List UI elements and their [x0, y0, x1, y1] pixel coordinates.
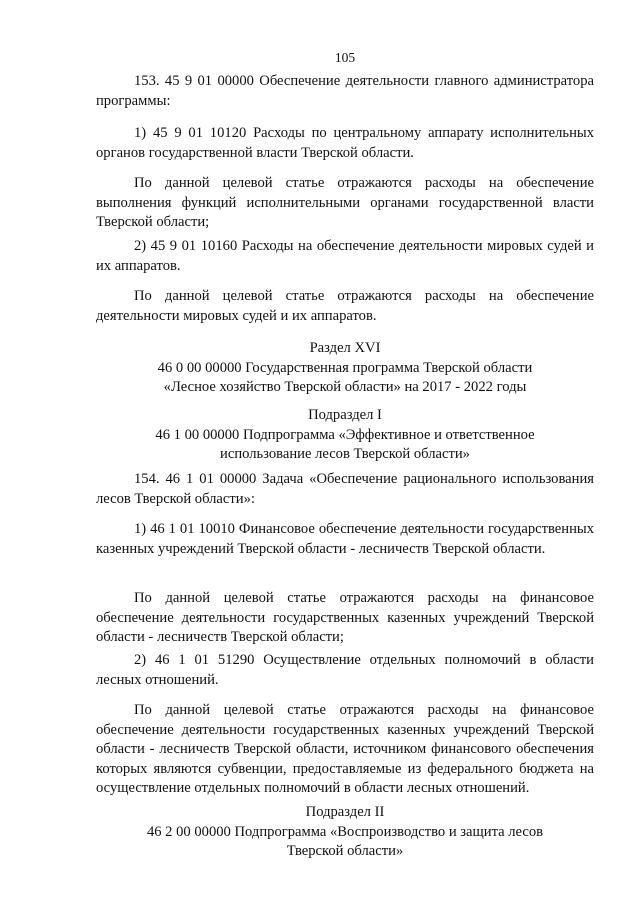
paragraph-153-item-1-description: По данной целевой статье отражаются расходы на обеспечение выполнения функций исполнительными органами государственной власти Тверской области; [96, 175, 594, 230]
subsection-ii-subprogram: 46 2 00 00000 Подпрограмма «Воспроизводство и защита лесов [146, 823, 544, 840]
subsection-ii-heading [96, 803, 594, 862]
paragraph-153-item-1: 1) 45 9 01 10120 Расходы по центральному аппарату исполнительных органов государственной власти Тверской области. [96, 125, 594, 161]
paragraph-153-main-administrator: 153. 45 9 01 00000 Обеспечение деятельности главного администратора программы: [96, 73, 594, 109]
page-number: 105 [334, 50, 356, 65]
paragraph-154-item-1-description: По данной целевой статье отражаются расходы на финансовое обеспечение деятельности государственных казенных учреждений Тверской области - лесничеств Тверской области; [96, 590, 594, 645]
section-xvi-heading [96, 339, 594, 398]
paragraph-153-item-2: 2) 45 9 01 10160 Расходы на обеспечение деятельности мировых судей и их аппаратов. [96, 238, 594, 274]
subsection-i-heading [96, 406, 594, 465]
paragraph-153-item-2-description: По данной целевой статье отражаются расходы на обеспечение деятельности мировых судей и их аппаратов. [96, 288, 594, 324]
section-xvi-title: Раздел XVI [309, 340, 381, 356]
section-xvi-program: 46 0 00 00000 Государственная программа Тверской области [157, 359, 533, 376]
subsection-ii-title: Подраздел II [305, 804, 385, 820]
paragraph-154-item-2: 2) 46 1 01 51290 Осуществление отдельных полномочий в области лесных отношений. [96, 652, 594, 688]
subsection-ii-subprogram-name: Тверской области» [286, 843, 404, 859]
paragraph-154-item-2-description: По данной целевой статье отражаются расходы на финансовое обеспечение деятельности государственных казенных учреждений Тверской области - лесничеств Тверской области, источником финансового обеспечения которых являются субвенции, предоставляемые из федерального бюджета на осуществление отдельных полномочий в области лесных отношений. [96, 702, 594, 796]
subsection-i-subprogram-name: использование лесов Тверской области» [220, 446, 470, 462]
paragraph-154-item-1: 1) 46 1 01 10010 Финансовое обеспечение деятельности государственных казенных учреждений Тверской области - лесничеств Тверской области. [96, 521, 594, 557]
subsection-i-subprogram: 46 1 00 00000 Подпрограмма «Эффективное и ответственное [155, 426, 535, 443]
paragraph-154-task: 154. 46 1 01 00000 Задача «Обеспечение рационального использования лесов Тверской области»: [96, 471, 594, 507]
section-xvi-program-name: «Лесное хозяйство Тверской области» на 2017 - 2022 годы [163, 379, 527, 395]
subsection-i-title: Подраздел I [308, 407, 382, 423]
